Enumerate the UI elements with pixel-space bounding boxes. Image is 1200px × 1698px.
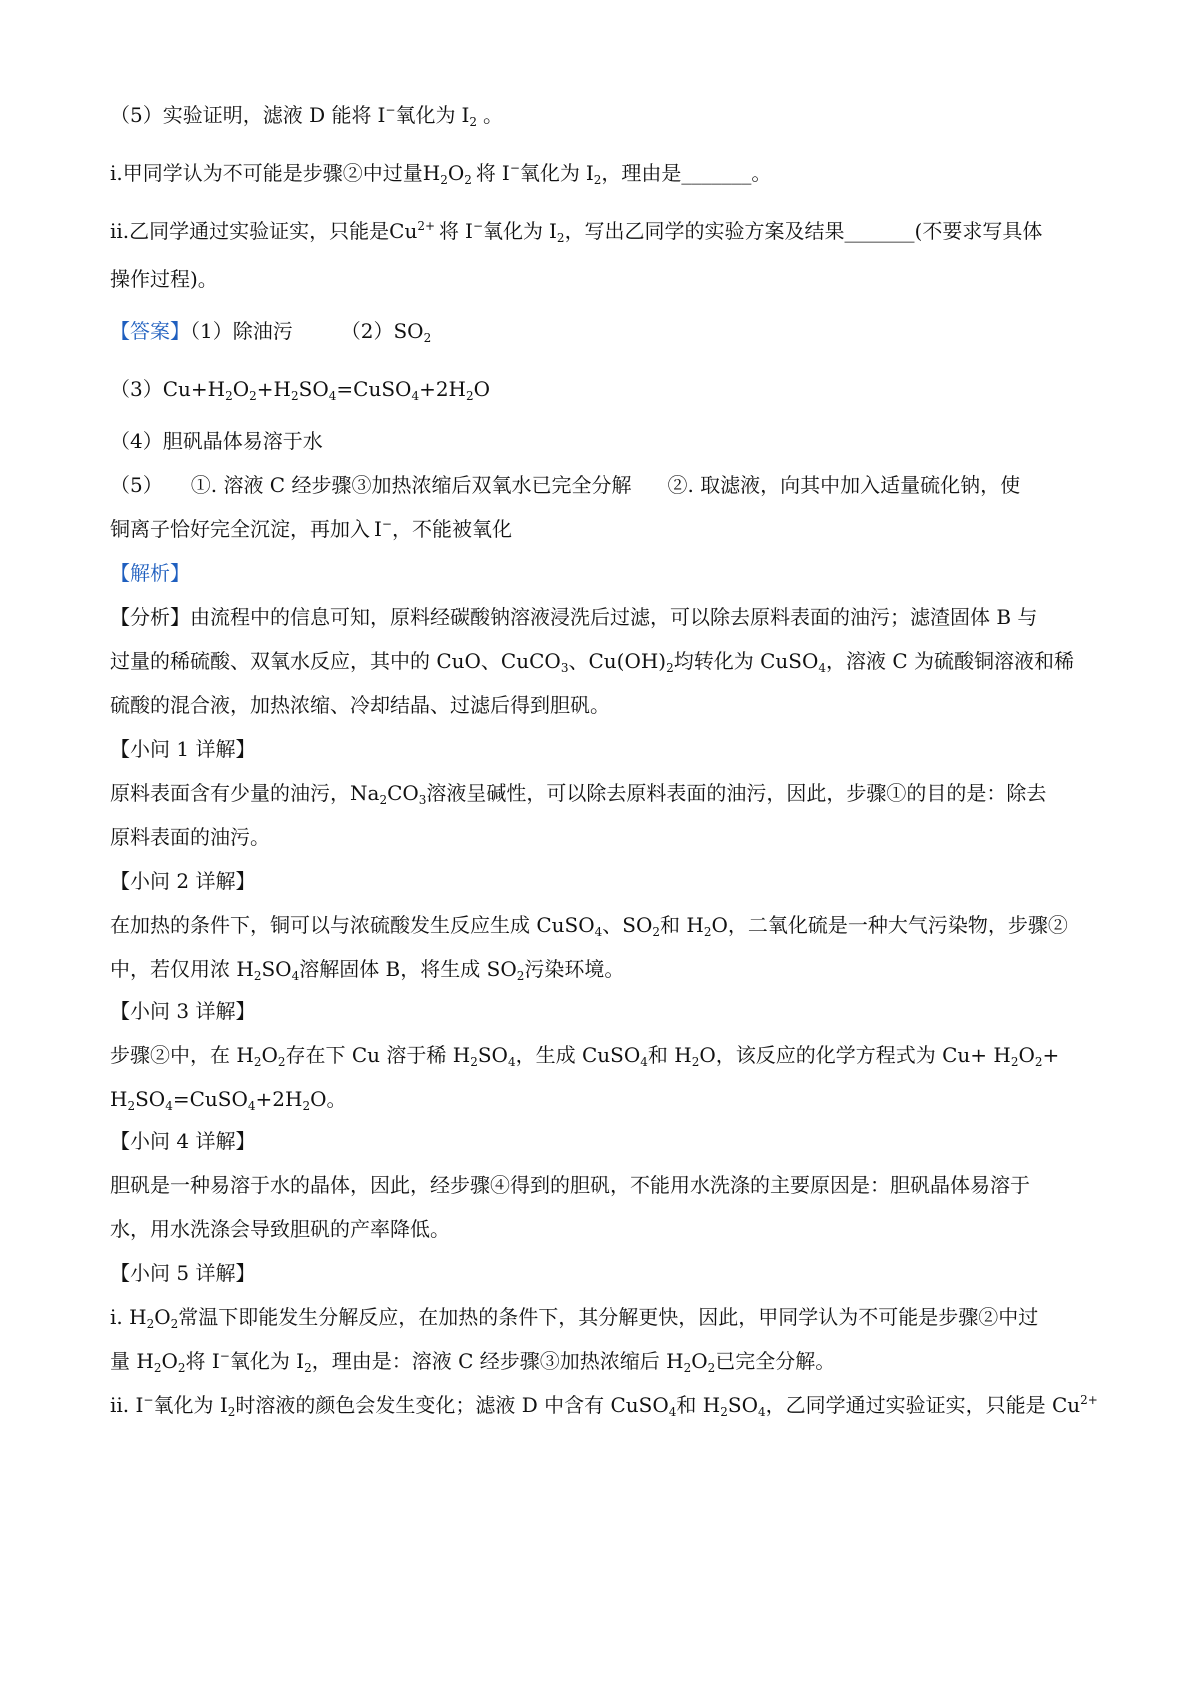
subscript: 2	[302, 1099, 311, 1113]
subscript: 2	[593, 173, 602, 187]
subscript: 3	[418, 793, 427, 807]
subscript: 2	[253, 969, 262, 983]
charge: 2+	[1080, 1393, 1098, 1407]
text: 氧化为	[483, 219, 544, 243]
text: ，理由是：溶液 C 经步骤③加热浓缩后 H	[311, 1349, 684, 1373]
subscript: 2	[146, 1317, 155, 1331]
text: ⅰ. H	[110, 1305, 147, 1329]
text: 步骤②中，在 H	[110, 1043, 254, 1067]
section-5-l3	[110, 1390, 1100, 1420]
text: O。	[310, 1087, 347, 1111]
subscript: 2	[423, 331, 432, 345]
analysis-p1-l1: 【分析】由流程中的信息可知，原料经碳酸钠溶液浸洗后过滤，可以除去原料表面的油污；滤渣固体 B 与	[110, 605, 1038, 629]
subscript: 2	[683, 1361, 692, 1375]
text: H	[110, 1087, 128, 1111]
text: 、Cu(OH)	[568, 649, 667, 673]
section-1-l1	[110, 778, 1100, 808]
text: 溶解固体 B，将生成 SO	[299, 957, 517, 981]
answer-line-4: （4）胆矾晶体易溶于水	[110, 429, 323, 453]
text: 常温下即能发生分解反应，在加热的条件下，其分解更快，因此，甲同学认为不可能是步骤②中过	[178, 1305, 1039, 1329]
text: SO	[135, 1087, 166, 1111]
text: 将 I	[185, 1349, 220, 1373]
iodide: I	[377, 103, 386, 127]
text: 原料表面含有少量的油污，Na	[110, 781, 380, 805]
subscript: 2	[707, 1361, 716, 1375]
text: （5）实验证明，滤液 D 能将	[110, 103, 372, 127]
text: O	[232, 377, 250, 401]
answer-line-5-cont	[110, 514, 1100, 544]
section-3-l1	[110, 1040, 1100, 1070]
text: O	[473, 377, 491, 401]
subscript: 2	[249, 389, 257, 403]
subscript: 2	[1010, 1055, 1019, 1069]
section-1-l2: 原料表面的油污。	[110, 825, 270, 849]
text: SO	[298, 377, 329, 401]
subscript: 4	[411, 389, 420, 403]
answer-5-part-2: ②. 取滤液，向其中加入适量硫化钠，使	[667, 473, 1021, 497]
text: ，溶液 C 为硫酸铜溶液和稀	[826, 649, 1075, 673]
section-2-l1	[110, 910, 1100, 940]
subscript: 4	[328, 389, 337, 403]
analysis-label: 【解析】	[110, 561, 190, 585]
section-1-heading: 【小问 1 详解】	[110, 737, 256, 761]
text: 、SO	[602, 913, 653, 937]
text: 在加热的条件下，铜可以与浓硫酸发生反应生成 CuSO	[110, 913, 595, 937]
section-5-l2	[110, 1346, 1100, 1376]
text: 将	[475, 161, 496, 185]
subscript: 4	[818, 661, 827, 675]
subscript: 4	[247, 1099, 256, 1113]
charge: −	[143, 1393, 154, 1407]
text: O	[154, 1305, 171, 1329]
subscript: 2	[720, 1405, 728, 1419]
subscript: 2	[440, 173, 448, 187]
text: ⅱ.乙同学通过实验证实，只能是	[110, 219, 390, 243]
subscript: 4	[640, 1055, 648, 1069]
subscript: 2	[703, 925, 712, 939]
text: O	[691, 1349, 708, 1373]
charge: −	[381, 517, 392, 531]
text: （5）	[110, 473, 163, 497]
subscript: 4	[507, 1055, 516, 1069]
charge: −	[219, 1349, 230, 1363]
text: 和 H	[660, 913, 704, 937]
text: +H	[256, 377, 291, 401]
analysis-p1-l3: 硫酸的混合液，加热浓缩、冷却结晶、过滤后得到胆矾。	[110, 693, 610, 717]
section-2-l2	[110, 954, 1100, 984]
q5-ii	[110, 216, 1100, 246]
text: 氧化为 I	[229, 1349, 305, 1373]
text: CO	[387, 781, 419, 805]
subscript: 2	[556, 231, 565, 245]
formula: Cu	[389, 219, 418, 243]
text: +2H	[255, 1087, 303, 1111]
text: +2H	[419, 377, 467, 401]
iodine: I	[461, 103, 470, 127]
text: 氧化为 I	[153, 1393, 228, 1417]
text: 溶液呈碱性，可以除去原料表面的油污，因此，步骤①的目的是：除去	[426, 781, 1047, 805]
iodide: I	[374, 517, 382, 541]
text: 铜离子恰好完全沉淀，再加入	[110, 517, 370, 541]
text: 量 H	[110, 1349, 154, 1373]
text: =CuSO	[172, 1087, 248, 1111]
subscript: 2	[466, 389, 474, 403]
section-3-heading: 【小问 3 详解】	[110, 999, 256, 1023]
text: 将	[439, 219, 460, 243]
text: 中，若仅用浓 H	[110, 957, 254, 981]
text: ，写出乙同学的实验方案及结果_______(不要求写具体	[564, 219, 1043, 243]
answer-2: （2）SO	[340, 319, 424, 343]
text: SO	[261, 957, 292, 981]
subscript: 2	[1034, 1055, 1043, 1069]
subscript: 2	[691, 1055, 700, 1069]
text: O，二氧化硫是一种大气污染物，步骤②	[711, 913, 1068, 937]
subscript: 4	[291, 969, 300, 983]
subscript: 4	[668, 1405, 677, 1419]
text: 过量的稀硫酸、双氧水反应，其中的 CuO、CuCO	[110, 649, 561, 673]
text: O，该反应的化学方程式为 Cu+ H	[699, 1043, 1011, 1067]
formula: H	[422, 161, 441, 185]
answer-line-5	[110, 470, 1100, 500]
text: ⅰ.甲同学认为不可能是步骤②中过量	[110, 161, 423, 185]
answer-label: 【答案】	[110, 319, 190, 343]
q5-i	[110, 158, 1100, 188]
charge: −	[385, 103, 396, 117]
text: ，生成 CuSO	[515, 1043, 641, 1067]
charge: 2+	[417, 219, 436, 233]
subscript: 2	[469, 115, 477, 129]
text: 存在下 Cu 溶于稀 H	[285, 1043, 471, 1067]
subscript: 2	[291, 389, 299, 403]
subscript: 2	[304, 1361, 312, 1375]
answer-line-3	[110, 374, 1100, 404]
subscript: 3	[560, 661, 569, 675]
subscript: 2	[177, 1361, 186, 1375]
text: 氧化为	[395, 103, 456, 127]
text: 。	[483, 103, 503, 127]
analysis-p1-l2	[110, 646, 1100, 676]
iodine: I	[585, 161, 594, 185]
subscript: 2	[277, 1055, 286, 1069]
subscript: 2	[464, 173, 472, 187]
text: ⅱ. I	[110, 1393, 144, 1417]
charge: −	[472, 219, 484, 233]
subscript: 2	[127, 1099, 136, 1113]
subscript: 2	[253, 1055, 262, 1069]
text: SO	[477, 1043, 508, 1067]
section-3-l2	[110, 1084, 1100, 1114]
section-4-l1: 胆矾是一种易溶于水的晶体，因此，经步骤④得到的胆矾，不能用水洗涤的主要原因是：胆矾晶体易溶于	[110, 1173, 1030, 1197]
text: 和 H	[676, 1393, 721, 1417]
text: （3）Cu+H	[110, 377, 226, 401]
section-2-heading: 【小问 2 详解】	[110, 869, 256, 893]
section-5-l1	[110, 1302, 1100, 1332]
subscript: 2	[470, 1055, 478, 1069]
subscript: 2	[170, 1317, 179, 1331]
subscript: 2	[516, 969, 525, 983]
text: =CuSO	[336, 377, 412, 401]
iodide: I	[465, 219, 473, 243]
text: 氧化为	[519, 161, 580, 185]
text: 已完全分解。	[715, 1349, 836, 1373]
answer-line-1	[110, 316, 1100, 346]
answer-1: （1）除油污	[190, 319, 293, 343]
section-4-l2: 水，用水洗涤会导致胆矾的产率降低。	[110, 1217, 450, 1241]
section-5-heading: 【小问 5 详解】	[110, 1261, 256, 1285]
text: SO	[727, 1393, 758, 1417]
formula: O	[447, 161, 465, 185]
subscript: 2	[227, 1405, 236, 1419]
subscript: 2	[379, 793, 388, 807]
iodine: I	[549, 219, 557, 243]
subscript: 4	[757, 1405, 766, 1419]
text: O	[261, 1043, 278, 1067]
text: ，乙同学通过实验证实，只能是 Cu	[765, 1393, 1081, 1417]
subscript: 4	[165, 1099, 173, 1113]
text: 时溶液的颜色会发生变化；滤液 D 中含有 CuSO	[235, 1393, 669, 1417]
iodide: I	[501, 161, 510, 185]
text: 污染环境。	[524, 957, 625, 981]
answer-5-part-1: ①. 溶液 C 经步骤③加热浓缩后双氧水已完全分解	[190, 473, 632, 497]
q5-ii-cont: 操作过程)。	[110, 267, 218, 291]
text: +	[1042, 1043, 1060, 1067]
text: ，不能被氧化	[391, 517, 512, 541]
section-4-heading: 【小问 4 详解】	[110, 1129, 256, 1153]
q5-intro	[110, 100, 1100, 130]
text: 均转化为 CuSO	[673, 649, 819, 673]
text: ，理由是_______。	[601, 161, 772, 185]
text: 和 H	[647, 1043, 692, 1067]
subscript: 2	[652, 925, 661, 939]
subscript: 2	[225, 389, 233, 403]
charge: −	[509, 161, 520, 175]
text: O	[1018, 1043, 1035, 1067]
subscript: 2	[666, 661, 674, 675]
subscript: 4	[594, 925, 603, 939]
text: O	[161, 1349, 178, 1373]
subscript: 2	[153, 1361, 162, 1375]
